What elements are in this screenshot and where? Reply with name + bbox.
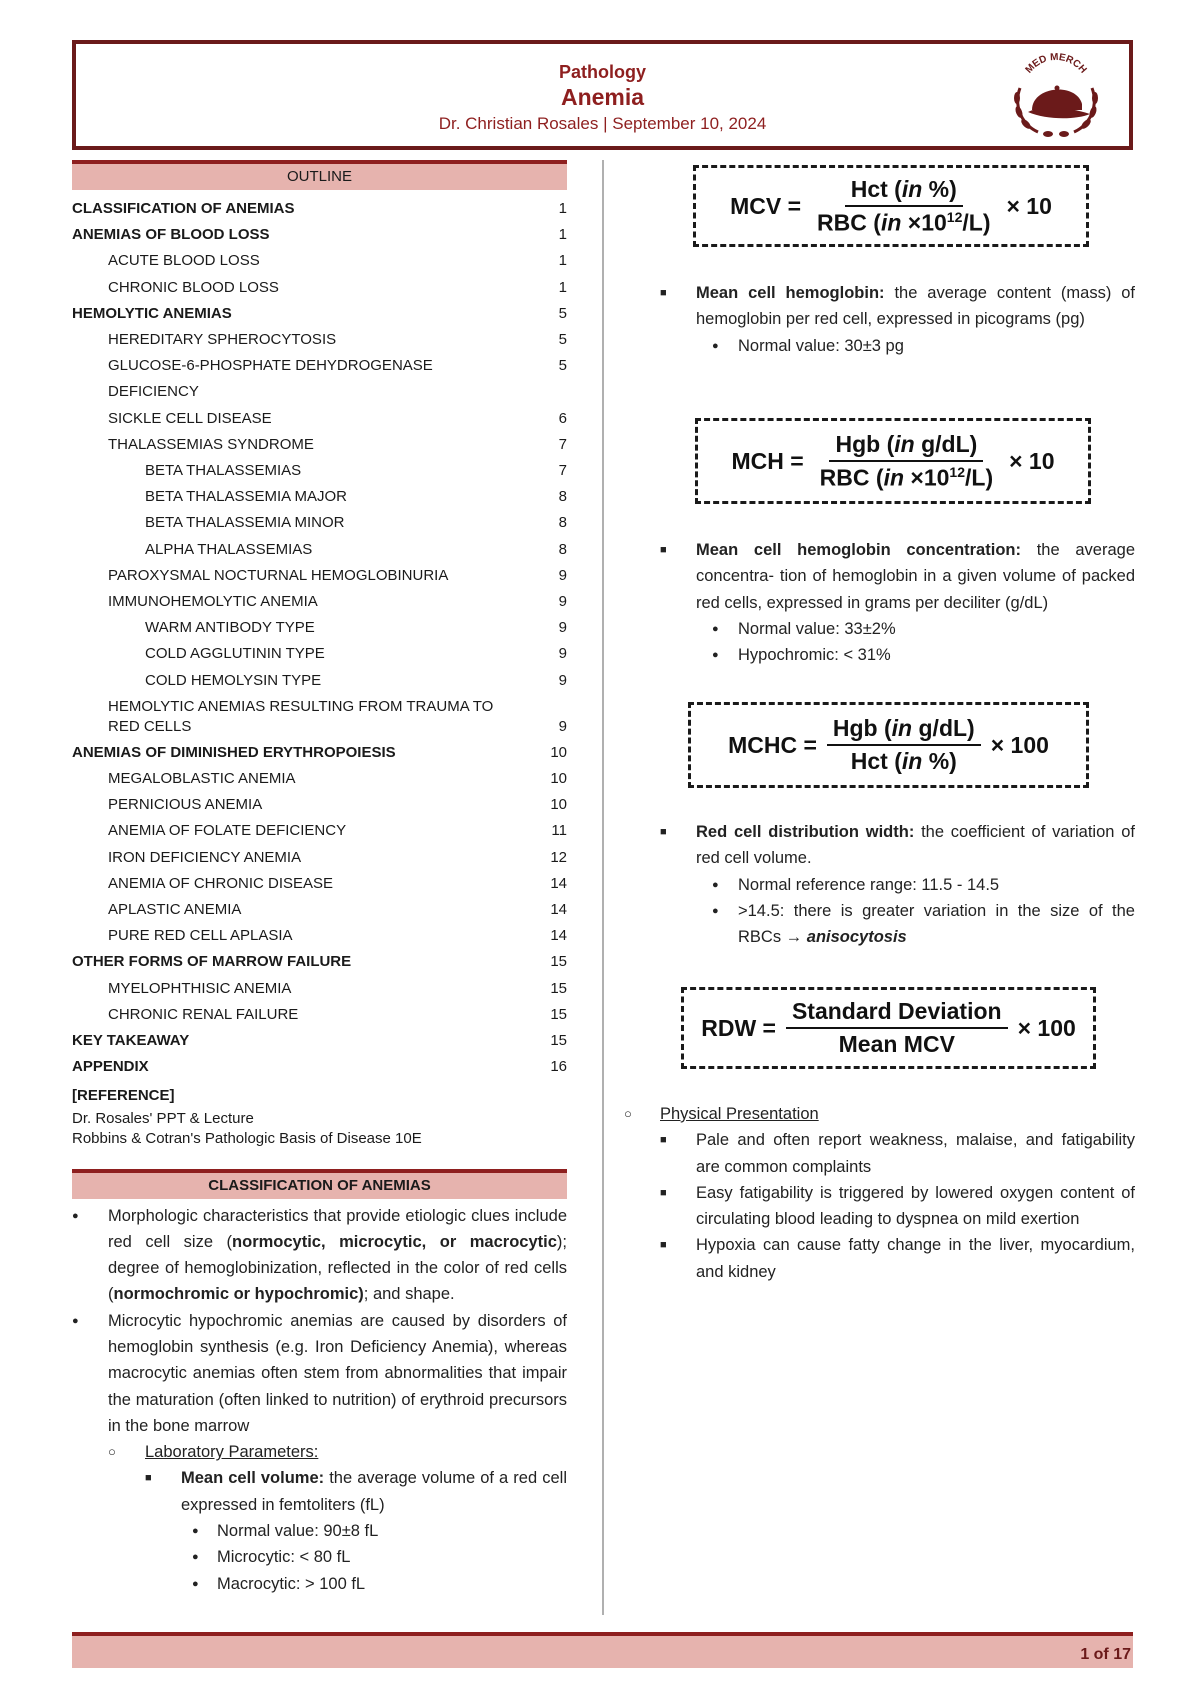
toc-row[interactable]	[72, 222, 567, 248]
toc-title: MYELOPHTHISIC ANEMIA	[108, 979, 292, 997]
classification-section	[72, 1169, 567, 1597]
formula-multiplier: × 10	[1009, 447, 1055, 474]
mch-term: Mean cell hemoglobin:	[696, 284, 885, 302]
formula-text: in	[901, 175, 923, 202]
toc-page: 9	[558, 619, 567, 637]
header-meta: Dr. Christian Rosales | September 10, 2024	[438, 114, 767, 133]
toc-page: 10	[550, 770, 567, 788]
formula-text: in	[894, 430, 915, 457]
physical-presentation-heading: Physical Presentation	[660, 1105, 819, 1123]
text-run: >14.5: there is greater variation in the size of the RBCs →	[738, 901, 1135, 947]
toc-page: 1	[558, 226, 567, 244]
toc-title: ANEMIA OF FOLATE DEFICIENCY	[108, 822, 347, 840]
toc-title: BETA THALASSEMIA MAJOR	[145, 488, 348, 506]
toc-page: 8	[558, 540, 567, 558]
toc-row[interactable]	[72, 327, 567, 353]
toc-title: IMMUNOHEMOLYTIC ANEMIA	[108, 593, 318, 611]
logo-text: MED MERCH	[1023, 51, 1089, 76]
mchc-formula	[688, 702, 1089, 788]
toc-title: PERNICIOUS ANEMIA	[108, 796, 263, 814]
header-box	[72, 40, 1133, 150]
toc-row[interactable]	[72, 641, 567, 667]
formula-text: Hct (	[850, 748, 902, 774]
text-run-bold: normocytic, microcytic, or macrocytic	[232, 1232, 557, 1251]
toc-title: BETA THALASSEMIA MINOR	[145, 514, 345, 532]
toc-title: PAROXYSMAL NOCTURNAL HEMOGLOBINURIA	[108, 566, 449, 584]
svg-text:MED MERCH	[1024, 52, 1089, 76]
toc-page: 14	[550, 901, 567, 919]
toc-title: BETA THALASSEMIAS	[145, 462, 302, 480]
mch-item	[660, 280, 1135, 333]
text-run: Microcytic hypochromic anemias are caused by disorders of hemoglobin synthesis (e.g. Iron Deficiency Anemia), whereas macrocytic anemias often stem from abnormalities that impair the maturation (often linked to nutrition) of erythroid precursors in the bone marrow	[108, 1311, 567, 1435]
toc-page: 15	[550, 979, 567, 997]
toc-page: 1	[558, 200, 567, 217]
rdw-formula	[681, 987, 1096, 1069]
toc-title: COLD AGGLUTININ TYPE	[145, 645, 325, 663]
toc-page: 9	[558, 566, 567, 584]
mchc-term: Mean cell hemoglobin concentration:	[696, 541, 1021, 559]
formula-text: %)	[922, 748, 957, 774]
formula-text: g/dL)	[914, 430, 978, 457]
text-run: Morphologic characteristics that provide etiologic clues include red cell size (	[108, 1206, 567, 1251]
toc-title: CLASSIFICATION OF ANEMIAS	[72, 200, 295, 217]
formula-text: in	[883, 464, 905, 491]
formula-text: /L)	[962, 209, 991, 236]
mcv-value: ● Normal value: 90±8 fL	[72, 1518, 567, 1544]
toc-title: ALPHA THALASSEMIAS	[145, 540, 313, 558]
mcv-value: ● Microcytic: < 80 fL	[72, 1544, 567, 1570]
text-run: ); degree of hemoglobinization, reflected in the color of red cells (	[108, 1232, 567, 1304]
list-item	[624, 1180, 1135, 1233]
toc-page: 7	[558, 462, 567, 480]
toc-title: MEGALOBLASTIC ANEMIA	[108, 770, 296, 788]
mch-definition: the average content (mass) of hemoglobin per red cell, expressed in picograms (pg)	[696, 284, 1135, 329]
toc-title: CHRONIC RENAL FAILURE	[108, 1005, 299, 1023]
toc-page: 16	[550, 1058, 567, 1076]
toc-row[interactable]	[72, 406, 567, 432]
toc-row[interactable]	[72, 923, 567, 949]
formula-text: in	[880, 209, 902, 236]
formula-text: Hgb (	[832, 715, 892, 741]
formula-multiplier: × 100	[1017, 1014, 1076, 1041]
toc-row[interactable]	[72, 792, 567, 818]
toc-page: 10	[550, 796, 567, 814]
toc-page: 14	[550, 874, 567, 892]
formula-text: in	[891, 715, 913, 741]
rdw-item	[660, 819, 1135, 872]
formula-text: 12	[946, 208, 963, 225]
page-footer	[72, 1632, 1133, 1668]
toc-title: HEREDITARY SPHEROCYTOSIS	[108, 331, 337, 349]
list-item	[72, 1308, 567, 1439]
toc-title: THALASSEMIAS SYNDROME	[108, 435, 314, 453]
references-heading: [REFERENCE]	[72, 1086, 175, 1104]
toc-row[interactable]	[72, 668, 567, 694]
toc-row[interactable]	[72, 818, 567, 844]
toc-row[interactable]	[72, 949, 567, 975]
toc-row[interactable]	[72, 510, 567, 536]
toc-page: 12	[550, 848, 567, 866]
formula-text: RBC (	[817, 209, 881, 236]
toc-row[interactable]	[72, 615, 567, 641]
toc-row[interactable]	[72, 694, 567, 740]
toc-row[interactable]	[72, 432, 567, 458]
toc-page: 14	[550, 927, 567, 945]
mchc-definition: the average concentra- tion of hemoglobin in a given volume of packed red cells, expressed in grams per deciliter (g/dL)	[696, 541, 1136, 612]
formula-text: /L)	[965, 464, 994, 491]
toc-row[interactable]	[72, 537, 567, 563]
toc-title: OTHER FORMS OF MARROW FAILURE	[72, 953, 352, 971]
toc-page: 15	[550, 953, 567, 971]
text-run: Easy fatigability is triggered by lowered oxygen content of circulating blood leading to dyspnea on mild exertion	[696, 1183, 1135, 1229]
toc-row[interactable]	[72, 484, 567, 510]
toc-row[interactable]	[72, 275, 567, 301]
toc-page: 9	[558, 717, 567, 735]
formula-text: 12	[949, 463, 965, 480]
toc-row[interactable]	[72, 248, 567, 274]
toc-title: APLASTIC ANEMIA	[108, 901, 242, 919]
mchc-item	[660, 537, 1135, 616]
toc-row[interactable]	[72, 871, 567, 897]
toc-page: 8	[558, 514, 567, 532]
toc-page: 5	[558, 357, 567, 375]
mcv-formula	[693, 165, 1089, 247]
toc-row[interactable]	[72, 740, 567, 766]
formula-text: Standard Deviation	[786, 998, 1008, 1029]
toc-title: ANEMIA OF CHRONIC DISEASE	[108, 874, 334, 892]
toc-row[interactable]	[72, 589, 567, 615]
text-run: ; and shape.	[363, 1285, 455, 1304]
toc-page: 6	[558, 409, 567, 427]
toc-row[interactable]	[72, 563, 567, 589]
toc-page: 9	[558, 645, 567, 663]
formula-text: g/dL)	[912, 715, 975, 741]
toc-page: 10	[550, 743, 567, 761]
toc-title: GLUCOSE-6-PHOSPHATE DEHYDROGENASE DEFICIENCY	[108, 357, 433, 401]
toc-row[interactable]	[72, 458, 567, 484]
anisocytosis-term: anisocytosis	[806, 928, 907, 947]
left-column	[72, 160, 567, 1597]
formula-multiplier: × 10	[1006, 192, 1052, 219]
toc-row[interactable]	[72, 1002, 567, 1028]
text-run: Pale and often report weakness, malaise, and fatigability are common complaints	[696, 1131, 1135, 1176]
lab-parameters-heading: Laboratory Parameters:	[145, 1443, 319, 1462]
list-item	[72, 1203, 567, 1308]
formula-lhs: MCV =	[730, 192, 802, 219]
toc-page: 9	[558, 593, 567, 611]
toc-title: PURE RED CELL APLASIA	[108, 927, 293, 945]
toc-title: COLD HEMOLYSIN TYPE	[145, 671, 322, 689]
toc-row[interactable]	[72, 1028, 567, 1054]
reference-item: Dr. Rosales' PPT & Lecture	[72, 1109, 254, 1127]
text-run: Hypoxia can cause fatty change in the liver, myocardium, and kidney	[696, 1236, 1135, 1281]
reference-item: Robbins & Cotran's Pathologic Basis of Disease 10E	[72, 1129, 422, 1147]
physical-presentation-item	[624, 1101, 1135, 1127]
list-item	[624, 1232, 1135, 1285]
formula-text: Hgb (	[835, 430, 895, 457]
toc-row[interactable]	[72, 897, 567, 923]
text-run-bold: normochromic or hypochromic)	[113, 1285, 364, 1304]
rdw-value: ● Normal reference range: 11.5 - 14.5	[660, 872, 1135, 898]
rdw-value	[660, 898, 1135, 951]
toc-row[interactable]	[72, 196, 567, 222]
toc-title: HEMOLYTIC ANEMIAS	[72, 304, 232, 322]
formula-text: Hct (	[850, 175, 902, 202]
toc-title: KEY TAKEAWAY	[72, 1032, 190, 1050]
toc-page: 15	[550, 1032, 567, 1050]
formula-text: in	[901, 748, 923, 774]
toc-row[interactable]	[72, 353, 567, 405]
mcv-definition: the average volume of a red cell expressed in femtoliters (fL)	[181, 1469, 567, 1514]
mchc-value: ● Hypochromic: < 31%	[660, 642, 1135, 668]
toc-page: 1	[558, 252, 567, 270]
toc-page: 7	[558, 435, 567, 453]
rdw-definition: the coefficient of variation of red cell volume.	[696, 823, 1135, 868]
formula-text: RBC (	[819, 464, 884, 491]
mcv-value: ● Macrocytic: > 100 fL	[72, 1571, 567, 1597]
toc-page: 8	[558, 488, 567, 506]
formula-lhs: MCH =	[731, 447, 804, 474]
mchc-value: ● Normal value: 33±2%	[660, 616, 1135, 642]
toc-page: 1	[558, 278, 567, 296]
formula-text: Mean MCV	[838, 1031, 955, 1057]
classification-heading: CLASSIFICATION OF ANEMIAS	[72, 1169, 567, 1199]
toc-row[interactable]	[72, 1054, 567, 1080]
toc-title: ANEMIAS OF DIMINISHED ERYTHROPOIESIS	[72, 743, 396, 761]
toc-title: CHRONIC BLOOD LOSS	[108, 278, 279, 296]
toc-page: 5	[558, 304, 567, 322]
column-divider	[602, 160, 604, 1615]
toc-title: ANEMIAS OF BLOOD LOSS	[72, 226, 270, 244]
outline-table	[72, 196, 567, 1081]
mch-formula	[695, 418, 1091, 504]
references	[72, 1083, 567, 1149]
rdw-term: Red cell distribution width:	[696, 823, 915, 841]
toc-page: 11	[551, 822, 567, 840]
page-number: 1 of 17	[1080, 1646, 1131, 1663]
list-item	[624, 1127, 1135, 1180]
toc-page: 5	[558, 331, 567, 349]
toc-title: IRON DEFICIENCY ANEMIA	[108, 848, 302, 866]
mcv-term: Mean cell volume:	[181, 1469, 325, 1488]
toc-row[interactable]	[72, 976, 567, 1002]
toc-title: WARM ANTIBODY TYPE	[145, 619, 315, 637]
mcv-item	[72, 1465, 567, 1518]
toc-title: SICKLE CELL DISEASE	[108, 409, 272, 427]
toc-title: HEMOLYTIC ANEMIAS RESULTING FROM TRAUMA TO RED CELLS	[108, 697, 494, 735]
toc-row[interactable]	[72, 845, 567, 871]
toc-row[interactable]	[72, 766, 567, 792]
outline-heading: OUTLINE	[72, 160, 567, 190]
formula-multiplier: × 100	[990, 731, 1049, 758]
formula-text: %)	[922, 175, 957, 202]
toc-title: APPENDIX	[72, 1058, 149, 1076]
formula-text: ×10	[904, 464, 950, 491]
formula-lhs: MCHC =	[728, 731, 817, 758]
toc-title: ACUTE BLOOD LOSS	[108, 252, 260, 270]
header-subject: Pathology	[558, 62, 646, 82]
toc-page: 15	[550, 1005, 567, 1023]
formula-text: ×10	[901, 209, 947, 236]
toc-row[interactable]	[72, 301, 567, 327]
lab-parameters-item	[72, 1439, 567, 1465]
classification-list	[72, 1203, 567, 1440]
page-title: Anemia	[560, 84, 645, 110]
med-merch-logo-icon	[1006, 48, 1106, 144]
mch-value: ● Normal value: 30±3 pg	[660, 333, 1135, 359]
formula-lhs: RDW =	[701, 1014, 776, 1041]
toc-page: 9	[558, 671, 567, 689]
